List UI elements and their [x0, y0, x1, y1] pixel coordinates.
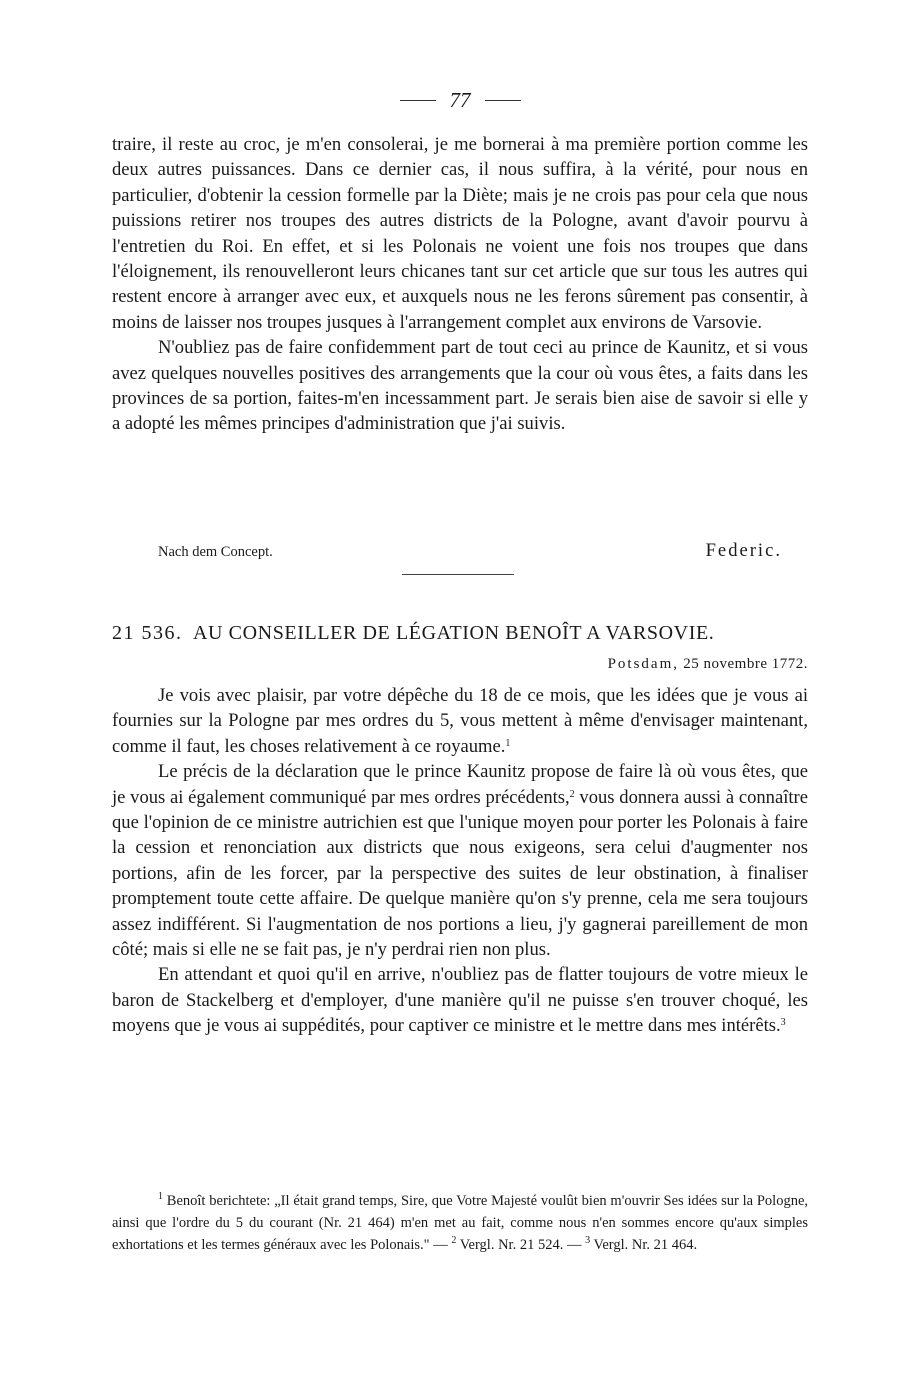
header-dash-left: [400, 100, 436, 101]
paragraph-text: Le précis de la déclaration que le prince Kaunitz propose de faire là où vous êtes, que je vous ai également communiqué par mes ordres précédents,: [112, 761, 808, 808]
letter-title: AU CONSEILLER DE LÉGATION BENOÎT A VARSOVIE.: [193, 622, 715, 644]
paragraph-text: vous donnera aussi à connaître que l'opinion de ce ministre autrichien est que l'unique moyen pour porter les Polonais à faire la cession et renonciation aux districts que nous exigeons, sera celui d'augmenter nos portions, afin de les forcer, par la perspective des suites de leur obstination, à finaliser promptement toute cette affaire. De quelque manière qu'on s'y prenne, cela me sera toujours assez indifférent. Si l'augmentation de nos portions a lieu, j'y gagnerai pareillement de mon côté; mais si elle ne se fait pas, je n'y perdrai rien non plus.: [112, 786, 808, 961]
footnote-ref: 3: [780, 1017, 786, 1029]
footnote-text: Vergl. Nr. 21 524. —: [456, 1237, 586, 1253]
paragraph: [112, 683, 808, 759]
footnote: [112, 1190, 808, 1256]
header-dash-right: [485, 100, 521, 101]
footnotes: [112, 1190, 808, 1256]
page-number: 77: [449, 88, 471, 112]
paragraph: [112, 759, 808, 962]
source-note: Nach dem Concept.: [158, 544, 273, 560]
dateline-date: 25 novembre 1772.: [683, 656, 808, 672]
footnote-marker: 2: [451, 1235, 457, 1246]
letter-number: 21 536.: [112, 622, 183, 644]
letter-heading: [112, 622, 808, 645]
dateline-place: Potsdam,: [607, 656, 680, 672]
paragraph-text: En attendant et quoi qu'il en arrive, n'oubliez pas de flatter toujours de votre mieux le baron de Stackelberg et d'employer, d'une manière qu'il ne puisse s'en trouver choqué, les moyens que je vous ai suppédités, pour captiver ce ministre et le mettre dans mes intérêts.: [112, 964, 808, 1037]
paragraph: [112, 962, 808, 1038]
letter-body: [112, 683, 808, 1039]
section-divider: [402, 574, 514, 575]
footnote-ref: 2: [569, 788, 575, 800]
paragraph: N'oubliez pas de faire confidemment part de tout ceci au prince de Kaunitz, et si vous avez quelques nouvelles positives des arrangements que la cour où vous êtes, a faits dans les provinces de sa portion, faites-m'en incessamment part. Je serais bien aise de savoir si elle y a adopté les mêmes principes d'administration que j'ai suivis.: [112, 337, 808, 435]
footnote-text: Benoît berichtete: „Il était grand temps, Sire, que Votre Majesté voulût bien m'ouvrir Ses idées sur la Pologne, ainsi que l'ordre du 5 du courant (Nr. 21 464) m'en met au fait, comme nous n'en sommes encore qu'aux simples exhortations et les termes généraux avec les Polonais." —: [112, 1193, 809, 1253]
page-header: [112, 88, 808, 113]
footnote-ref: 1: [505, 737, 511, 749]
footnote-text: Vergl. Nr. 21 464.: [590, 1237, 698, 1253]
dateline: [608, 656, 808, 673]
paragraph: traire, il reste au croc, je m'en consolerai, je me bornerai à ma première portion comme les deux autres puissances. Dans ce dernier cas, il nous suffira, à la vérité, pour nous en particulier, d'obtenir la cession formelle par la Diète; mais je ne crois pas pour cela que nous puissions retirer nos troupes des autres districts de la Pologne, avant d'avoir pourvu à l'entretien du Roi. En effet, et si les Polonais ne voient une fois nos troupes que dans l'éloignement, ils renouvelleront leurs chicanes tant sur cet article que sur tous les autres qui restent encore à arranger avec eux, et auxquels nous ne les ferons sûrement pas consentir, à moins de laisser nos troupes jusques à l'arrangement complet aux environs de Varsovie.: [112, 134, 808, 333]
signature: Federic.: [705, 540, 782, 561]
paragraph-text: Je vois avec plaisir, par votre dépêche du 18 de ce mois, que les idées que je vous ai fournies sur la Pologne par mes ordres du 5, vous mettent à même d'envisager maintenant, comme il faut, les choses relativement à ce royaume.: [112, 685, 808, 757]
footnote-marker: 3: [585, 1235, 591, 1246]
closing-line: [112, 540, 808, 562]
footnote-marker: 1: [158, 1191, 163, 1202]
continued-letter: [112, 132, 808, 437]
